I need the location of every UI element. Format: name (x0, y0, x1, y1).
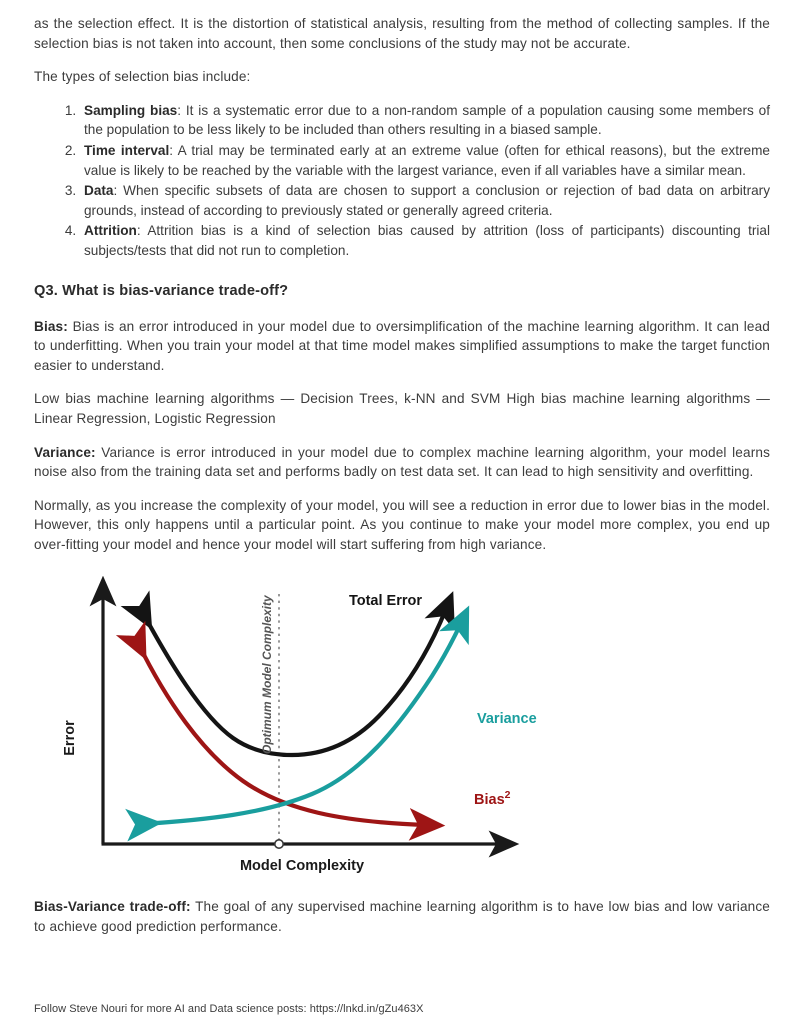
list-item-text: : It is a systematic error due to a non-random sample of a population causing some members of the population to be less likely to be included than others resulting in a biased sample. (84, 102, 770, 138)
list-item-text: : Attrition bias is a kind of selection bias caused by attrition (loss of participants) discounting trial subjects/tests that did not run to completion. (84, 223, 770, 258)
footer-credit: Follow Steve Nouri for more AI and Data science posts: https://lnkd.in/gZu463X (34, 1003, 424, 1015)
document-content (34, 14, 770, 951)
list-item-term: Attrition (84, 223, 137, 239)
paragraph-variance (34, 443, 770, 482)
x-axis-label: Model Complexity (239, 858, 365, 875)
y-axis-label: Error (62, 720, 78, 757)
bias-squared-curve (138, 643, 426, 825)
bias-superscript: 2 (504, 789, 511, 802)
paragraph-algorithms: Low bias machine learning algorithms — Decision Trees, k-NN and SVM High bias machine learning algorithms — Linear Regression, Logistic Regression (34, 391, 770, 426)
selection-bias-list (34, 101, 770, 261)
list-item-term: Time interval (84, 142, 170, 158)
page-heading-q3: Q3. What is bias-variance trade-off? (34, 282, 289, 299)
paragraph-variance-text: Variance is error introduced in your model due to complex machine learning algorithm, your model learns noise also from the training data set and performs badly on test data set. It can lead to high sensitivity and overfitting. (34, 444, 770, 480)
variance-curve (143, 623, 461, 824)
total-error-curve (143, 609, 446, 755)
paragraph-bias-text: Bias is an error introduced in your model due to oversimplification of the machine learning algorithm. It can lead to underfitting. When you train your model at that time model makes simplified assumptions to make the target function easier to understand. (34, 318, 770, 373)
list-item (80, 181, 770, 220)
list-item-text: : A trial may be terminated early at an extreme value (often for ethical reasons), but the extreme value is likely to be reached by the variable with the largest variance, even if all variables have a similar mean. (84, 142, 770, 178)
paragraph-bias-label: Bias: (34, 318, 68, 334)
bias-variance-chart-svg (34, 576, 770, 881)
list-item (80, 221, 770, 260)
paragraph-tradeoff-text: The goal of any supervised machine learning algorithm is to have low bias and low variance to achieve good prediction performance. (34, 899, 770, 935)
paragraph-normally: Normally, as you increase the complexity of your model, you will see a reduction in error due to lower bias in the model. However, this only happens until a particular point. As you continue to make your model more complex, you end up over-fitting your model and hence your model will start suffering from high variance. (34, 497, 770, 552)
optimum-complexity-label: Optimum Model Complexity (260, 595, 274, 755)
paragraph-tradeoff-label: Bias-Variance trade-off: (34, 899, 191, 915)
series-label-bias: Bias$^2$ (474, 789, 511, 809)
series-label-variance: Variance (477, 711, 537, 728)
paragraph-variance-label: Variance: (34, 444, 96, 460)
optimum-marker-icon (275, 840, 283, 848)
list-item-term: Data (84, 183, 114, 199)
list-item (80, 141, 770, 180)
list-item-term: Sampling bias (84, 102, 178, 118)
paragraph-bias (34, 317, 770, 376)
series-label-total-error: Total Error (348, 593, 422, 610)
paragraph-tradeoff (34, 897, 770, 936)
paragraph-intro: as the selection effect. It is the distortion of statistical analysis, resulting from the method of collecting samples. If the selection bias is not taken into account, then some conclusions of the study may not be accurate. (34, 16, 770, 51)
paragraph-types-intro: The types of selection bias include: (34, 69, 251, 85)
list-item-text: : When specific subsets of data are chosen to support a conclusion or rejection of bad data on arbitrary grounds, instead of according to previously stated or generally agreed criteria. (84, 183, 770, 218)
list-item (80, 101, 770, 140)
bias-variance-chart (34, 576, 770, 881)
